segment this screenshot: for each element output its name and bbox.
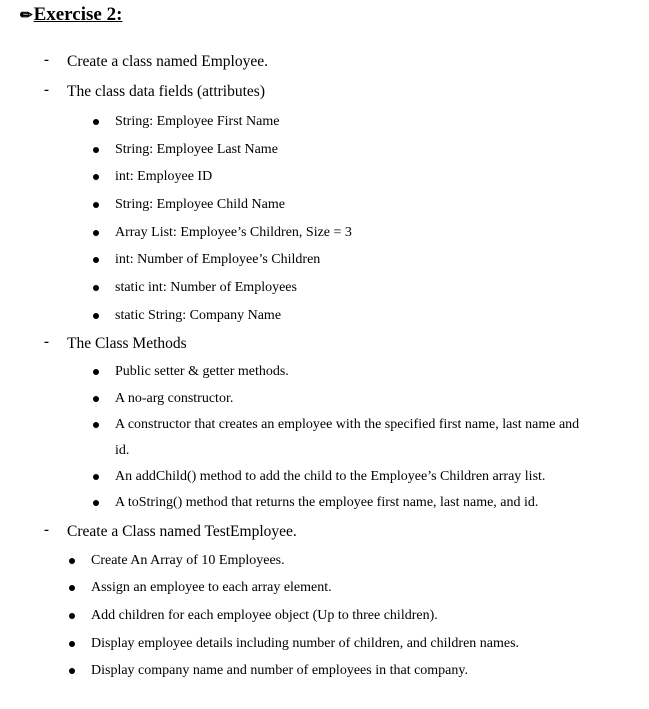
list-item: Add children for each employee object (Up to three children).	[91, 608, 438, 623]
bullet-icon	[93, 313, 99, 319]
bullet-icon	[93, 474, 99, 480]
list-item: String: Employee Child Name	[115, 197, 285, 212]
list-item: int: Employee ID	[115, 169, 213, 184]
list-item: int: Number of Employee’s Children	[115, 252, 321, 267]
bullet-icon	[93, 230, 99, 236]
page-title-text: Exercise 2:	[33, 4, 123, 25]
pencil-icon: ✏	[20, 8, 33, 24]
list-item: Array List: Employee’s Children, Size = 3	[115, 225, 352, 240]
list-item: String: Employee Last Name	[115, 142, 278, 157]
list-dash: -	[44, 334, 49, 350]
bullet-icon	[93, 369, 99, 375]
list-item: static int: Number of Employees	[115, 280, 297, 295]
list-item: A constructor that creates an employee with the specified first name, last name and	[115, 417, 580, 432]
bullet-icon	[93, 422, 99, 428]
list-item: Public setter & getter methods.	[115, 364, 289, 379]
list-item: An addChild() method to add the child to the Employee’s Children array list.	[115, 469, 546, 484]
bullet-icon	[69, 641, 75, 647]
list-item: A toString() method that returns the employee first name, last name, and id.	[115, 495, 539, 510]
list-dash: -	[44, 522, 49, 538]
list-item: A no-arg constructor.	[115, 391, 234, 406]
list-item: Display employee details including number of children, and children names.	[91, 636, 520, 651]
bullet-icon	[93, 396, 99, 402]
list-item: static String: Company Name	[115, 308, 282, 323]
bullet-icon	[93, 500, 99, 506]
section-title: Create a class named Employee.	[67, 53, 268, 70]
bullet-icon	[69, 585, 75, 591]
bullet-icon	[93, 174, 99, 180]
bullet-icon	[93, 147, 99, 153]
section-title: The Class Methods	[67, 335, 187, 352]
list-item-continuation: id.	[115, 443, 130, 458]
bullet-icon	[93, 285, 99, 291]
list-dash: -	[44, 52, 49, 68]
bullet-icon	[69, 668, 75, 674]
page-title	[20, 4, 122, 26]
list-item: String: Employee First Name	[115, 114, 280, 129]
bullet-icon	[93, 202, 99, 208]
bullet-icon	[69, 613, 75, 619]
bullet-icon	[93, 119, 99, 125]
section-title: Create a Class named TestEmployee.	[67, 523, 297, 540]
bullet-icon	[69, 558, 75, 564]
list-item: Assign an employee to each array element.	[91, 580, 332, 595]
list-dash: -	[44, 82, 49, 98]
bullet-icon	[93, 257, 99, 263]
section-title: The class data fields (attributes)	[67, 83, 265, 100]
list-item: Create An Array of 10 Employees.	[91, 553, 285, 568]
list-item: Display company name and number of employees in that company.	[91, 663, 468, 678]
